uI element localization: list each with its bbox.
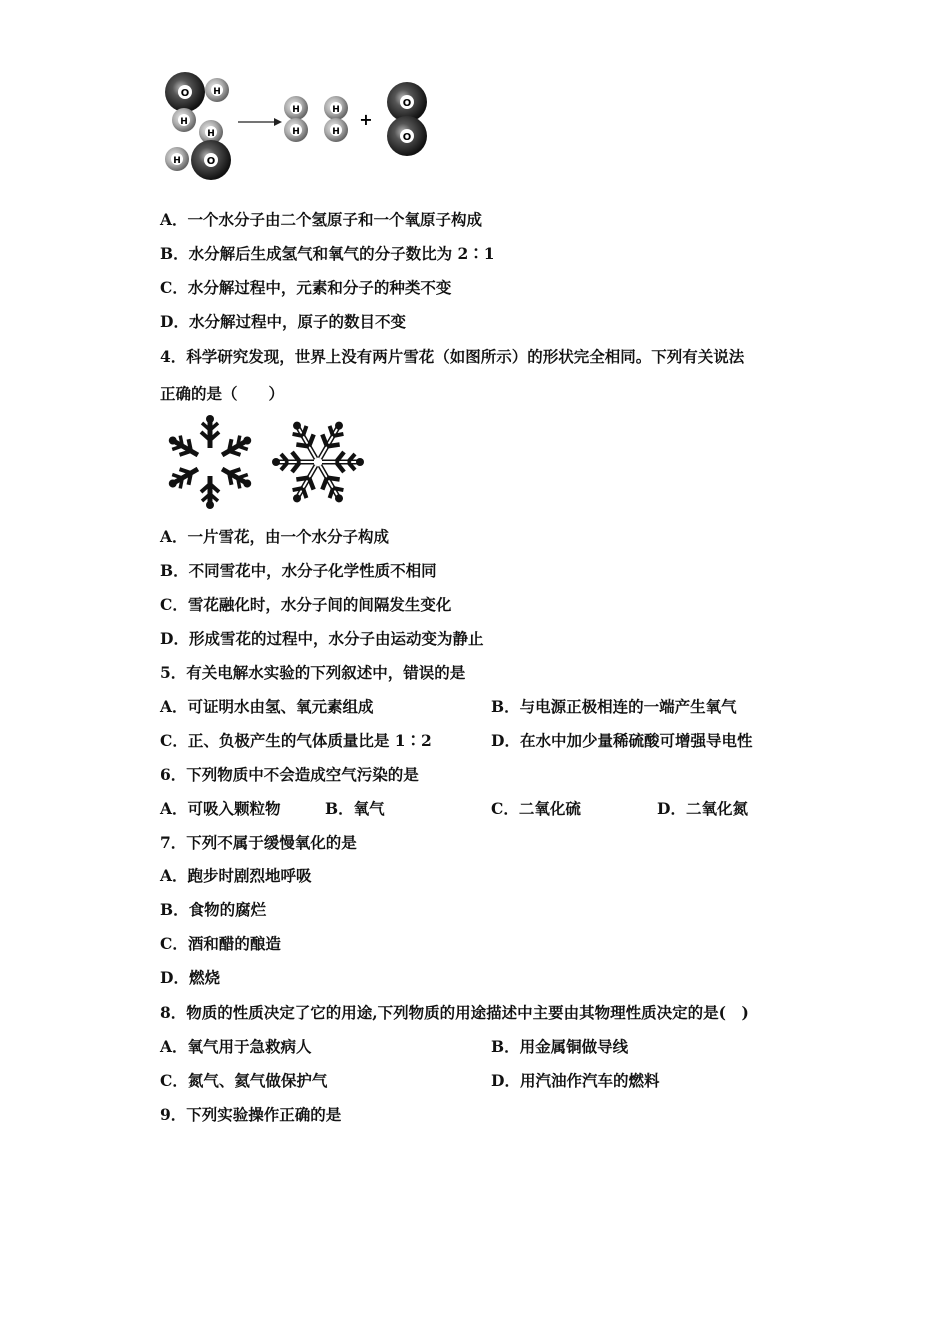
svg-text:H: H (180, 117, 188, 127)
q3-option-b: B．水分解后生成氢气和氧气的分子数比为 2∶1 (160, 244, 495, 263)
svg-text:H: H (332, 127, 340, 137)
q3-option-d: D．水分解过程中，原子的数目不变 (160, 312, 406, 331)
q5-option-a: A．可证明水由氢、氧元素组成 (160, 697, 374, 716)
svg-text:O: O (206, 156, 216, 167)
hydrogen-atom (165, 147, 189, 171)
hydrogen-atom (324, 118, 348, 142)
q4-stem-line-2: 正确的是（ ） (160, 384, 285, 403)
hydrogen-atom (324, 96, 348, 120)
svg-text:H: H (207, 129, 215, 139)
svg-text:H: H (292, 127, 300, 137)
q9-stem: 9．下列实验操作正确的是 (160, 1105, 342, 1124)
oxygen-atom (191, 140, 231, 180)
q8-stem: 8．物质的性质决定了它的用途,下列物质的用途描述中主要由其物理性质决定的是( ) (160, 1003, 749, 1022)
oxygen-atom (387, 116, 427, 156)
reaction-arrow (238, 118, 282, 126)
q3-option-c: C．水分解过程中，元素和分子的种类不变 (160, 278, 452, 297)
q5-option-b: B．与电源正极相连的一端产生氧气 (491, 697, 737, 716)
water-decomposition-diagram (150, 70, 450, 185)
q7-option-b: B．食物的腐烂 (160, 900, 267, 919)
snowflake-images (160, 415, 370, 510)
q5-stem: 5．有关电解水实验的下列叙述中，错误的是 (160, 663, 466, 682)
snowflake-2 (272, 417, 364, 507)
q6-option-c: C．二氧化硫 (491, 799, 581, 818)
q7-option-a: A．跑步时剧烈地呼吸 (160, 866, 312, 885)
hydrogen-atom (284, 96, 308, 120)
oxygen-atom (165, 72, 205, 112)
hydrogen-atom (172, 108, 196, 132)
q8-option-b: B．用金属铜做导线 (491, 1037, 629, 1056)
plus-sign: + (359, 110, 373, 129)
q4-option-b: B．不同雪花中，水分子化学性质不相同 (160, 561, 437, 580)
svg-text:H: H (332, 105, 340, 115)
svg-text:O: O (402, 132, 412, 143)
q7-option-c: C．酒和醋的酿造 (160, 934, 281, 953)
q4-stem-line-1: 4．科学研究发现，世界上没有两片雪花（如图所示）的形状完全相同。下列有关说法 (160, 347, 745, 366)
q6-option-d: D．二氧化氮 (657, 799, 748, 818)
q5-option-c: C．正、负极产生的气体质量比是 1∶2 (160, 731, 432, 750)
q8-option-d: D．用汽油作汽车的燃料 (491, 1071, 660, 1090)
svg-text:O: O (402, 98, 412, 109)
q3-option-a: A．一个水分子由二个氢原子和一个氧原子构成 (160, 210, 483, 229)
q4-option-a: A．一片雪花，由一个水分子构成 (160, 527, 390, 546)
q6-stem: 6．下列物质中不会造成空气污染的是 (160, 765, 419, 784)
q4-option-c: C．雪花融化时，水分子间的间隔发生变化 (160, 595, 452, 614)
svg-text:H: H (173, 156, 181, 166)
q7-option-d: D．燃烧 (160, 968, 220, 987)
svg-text:H: H (292, 105, 300, 115)
q7-stem: 7．下列不属于缓慢氧化的是 (160, 833, 357, 852)
hydrogen-atom (205, 78, 229, 102)
svg-text:O: O (180, 88, 190, 99)
q6-option-b: B．氧气 (325, 799, 385, 818)
q8-option-a: A．氧气用于急救病人 (160, 1037, 312, 1056)
svg-text:H: H (213, 87, 221, 97)
q6-option-a: A．可吸入颗粒物 (160, 799, 281, 818)
snowflake-1 (165, 415, 255, 509)
q4-option-d: D．形成雪花的过程中，水分子由运动变为静止 (160, 629, 484, 648)
q8-option-c: C．氮气、氦气做保护气 (160, 1071, 328, 1090)
hydrogen-atom (284, 118, 308, 142)
q5-option-d: D．在水中加少量稀硫酸可增强导电性 (491, 731, 753, 750)
